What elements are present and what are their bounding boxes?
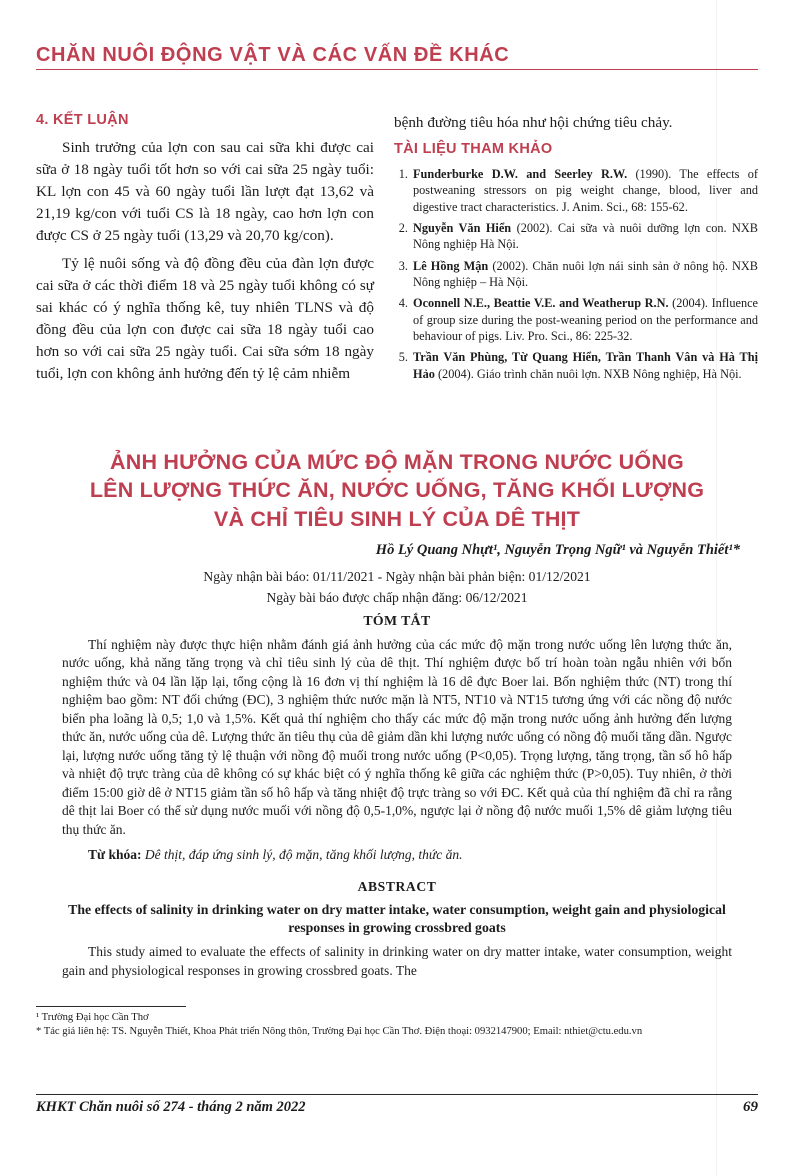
article-dates <box>46 567 748 608</box>
article-title-line: VÀ CHỈ TIÊU SINH LÝ CỦA DÊ THỊT <box>213 506 581 531</box>
reference-authors: Funderburke D.W. and Seerley R.W. <box>413 166 628 181</box>
reference-authors: Nguyễn Văn Hiển <box>413 220 512 235</box>
reference-detail: (2002). Chăn nuôi lợn nái sinh sản ở nông hộ. NXB Nông nghiệp – Hà Nội. <box>413 258 759 289</box>
article-title-line: ẢNH HƯỞNG CỦA MỨC ĐỘ MẶN TRONG NƯỚC UỐNG <box>110 450 684 474</box>
section-heading-conclusion: 4. KẾT LUẬN <box>36 112 129 128</box>
reference-item <box>411 258 758 291</box>
reference-detail: (2004). Giáo trình chăn nuôi lợn. NXB Nông nghiệp, Hà Nội. <box>434 366 742 381</box>
reference-item <box>411 166 758 215</box>
left-column <box>36 112 374 392</box>
reference-item <box>411 295 758 344</box>
reference-detail: (2004). Influence of group size during the post-weaning period on the performance and behaviour of pigs. Liv. Pro. Sci., 86: 225-32. <box>413 296 759 343</box>
reference-authors: Lê Hồng Mận <box>413 258 489 273</box>
summary-heading: TÓM TẮT <box>363 612 431 628</box>
abstract-block <box>62 636 732 983</box>
abstract-title: The effects of salinity in drinking water on dry matter intake, water consumption, weight gain and physiological responses in growing crossbred goats <box>68 901 726 936</box>
running-head-rule <box>36 69 758 70</box>
conclusion-continuation: bệnh đường tiêu hóa như hội chứng tiêu chảy. <box>394 114 673 131</box>
reference-detail: (2002). Cai sữa và nuôi dưỡng lợn con. NXB Nông nghiệp Hà Nội. <box>413 220 759 252</box>
conclusion-paragraph-2: Tỷ lệ nuôi sống và độ đồng đều của đàn lợn được cai sữa ở các thời điểm 18 và 25 ngày tuổi không có sự sai khác có ý nghĩa thống kê, tuy nhiên TLNS và độ đồng đều của lợn con được cai sữa 18 ngày tuổi cao hơn so với cai sữa 25 ngày tuổi. Cai sữa sớm 18 ngày tuổi, lợn con không ảnh hưởng đến tỷ lệ cảm nhiễm <box>36 255 374 382</box>
footnote-block <box>36 1006 758 1040</box>
footnote-divider <box>36 1006 186 1007</box>
abstract-heading: ABSTRACT <box>357 878 437 894</box>
footer-page-number: 69 <box>743 1099 758 1115</box>
footer-row <box>36 1099 758 1116</box>
section-heading-references: TÀI LIỆU THAM KHẢO <box>394 140 553 157</box>
running-head-title: CHĂN NUÔI ĐỘNG VẬT VÀ CÁC VẤN ĐỀ KHÁC <box>36 44 510 66</box>
summary-text: Thí nghiệm này được thực hiện nhằm đánh giá ảnh hưởng của các mức độ mặn trong nước uống lên lượng thức ăn, nước uống, khả năng tăng trọng và chỉ tiêu sinh lý của dê thịt. Thí nghiệm được bố trí hoàn toàn ngẫu nhiên với bốn nghiệm thức và 04 lần lặp lại, tổng cộng là 16 đơn vị thí nghiệm là 16 dê đực Boer lai. Bốn nghiệm thức (NT) trong thí nghiệm bao gồm: NT đối chứng (ĐC), 3 nghiệm thức nước mặn là NT5, NT10 và NT15 tương ứng với các nồng độ nước biển pha loãng là 0,5; 1,0 và 1,5%. Kết quả thí nghiệm cho thấy các mức độ mặn trong nước uống ảnh hưởng đến lượng thức ăn, nước uống của dê. Lượng thức ăn tiêu thụ của dê giảm dần khi lượng nước uống có nồng độ muối tăng dần. Ngược lại, lượng nước uống tăng tỷ lệ thuận với nồng độ muối trong nước uống (P<0,05). Trọng lượng, tăng trọng, tần số hô hấp và nhiệt độ trực tràng của dê không có sự khác biệt có ý nghĩa thống kê giữa các nghiệm thức (P>0,05). Tuy nhiên, ở thời điểm 15:00 giờ dê ở NT15 giảm tần số hô hấp và tăng nhiệt độ trực tràng so với ĐC. Kết quả của thí nghiệm đã chỉ ra rằng dê thịt lai Boer có thể sử dụng nước muối với nồng độ 0,5-1,0%, ngược lại ở nồng độ nước muối 1,5% dê giảm lượng tiêu thụ thức ăn. <box>62 637 732 837</box>
running-head <box>36 44 758 70</box>
footnote-affiliation: ¹ Trường Đại học Cần Thơ <box>36 1012 149 1023</box>
footer-journal-line: KHKT Chăn nuôi số 274 - tháng 2 năm 2022 <box>36 1099 306 1115</box>
article-title <box>46 448 748 533</box>
keywords-label: Từ khóa: <box>88 847 142 863</box>
footnote-corresponding-author: * Tác giả liên hệ: TS. Nguyễn Thiết, Khoa Phát triển Nông thôn, Trường Đại học Cần Thơ. Điện thoại: 0932147900; Email: nthiet@ctu.edu.vn <box>36 1026 643 1038</box>
right-column <box>394 112 758 387</box>
scan-seam-artifact <box>716 0 717 1176</box>
footer-divider <box>36 1094 758 1095</box>
page-footer <box>36 1094 758 1116</box>
article-title-line: LÊN LƯỢNG THỨC ĂN, NƯỚC UỐNG, TĂNG KHỐI LƯỢNG <box>89 478 705 503</box>
keywords-line <box>62 846 732 864</box>
reference-authors: Trần Văn Phùng, Từ Quang Hiển, Trần Thanh Vân và Hà Thị Hảo <box>413 350 758 381</box>
reference-item <box>411 349 758 382</box>
article-header <box>46 448 748 632</box>
conclusion-paragraph-1: Sinh trưởng của lợn con sau cai sữa khi được cai sữa ở 18 ngày tuổi tốt hơn so với cai sữa 25 ngày tuổi: KL lợn con 45 và 60 ngày tuổi lần lượt đạt 13,62 và 21,19 kg/con với tuổi CS là 18 ngày, cao hơn lợn con được CS ở 25 ngày tuổi (13,29 và 20,70 kg/con). <box>36 139 374 244</box>
reference-detail: (1990). The effects of postweaning stressors on pig weight change, blood, liver and digestive tract characteristics. J. Anim. Sci., 68: 155-62. <box>413 166 758 214</box>
abstract-text: This study aimed to evaluate the effects of salinity in drinking water on dry matter intake, water consumption, weight gain and physiological responses in growing crossbred goats. The <box>62 944 732 978</box>
reference-authors: Oconnell N.E., Beattie V.E. and Weatherup R.N. <box>413 296 669 311</box>
date-accepted: Ngày bài báo được chấp nhận đăng: 06/12/2021 <box>266 589 528 605</box>
reference-item <box>411 220 758 253</box>
reference-list <box>394 166 758 382</box>
date-received-reviewed: Ngày nhận bài báo: 01/11/2021 - Ngày nhận bài phản biện: 01/12/2021 <box>203 569 591 585</box>
keywords-values: Dê thịt, đáp ứng sinh lý, độ mặn, tăng khối lượng, thức ăn. <box>141 847 463 863</box>
article-authors: Hồ Lý Quang Nhựt¹, Nguyễn Trọng Ngữ¹ và Nguyễn Thiết¹* <box>375 542 740 559</box>
two-column-block <box>36 112 758 430</box>
